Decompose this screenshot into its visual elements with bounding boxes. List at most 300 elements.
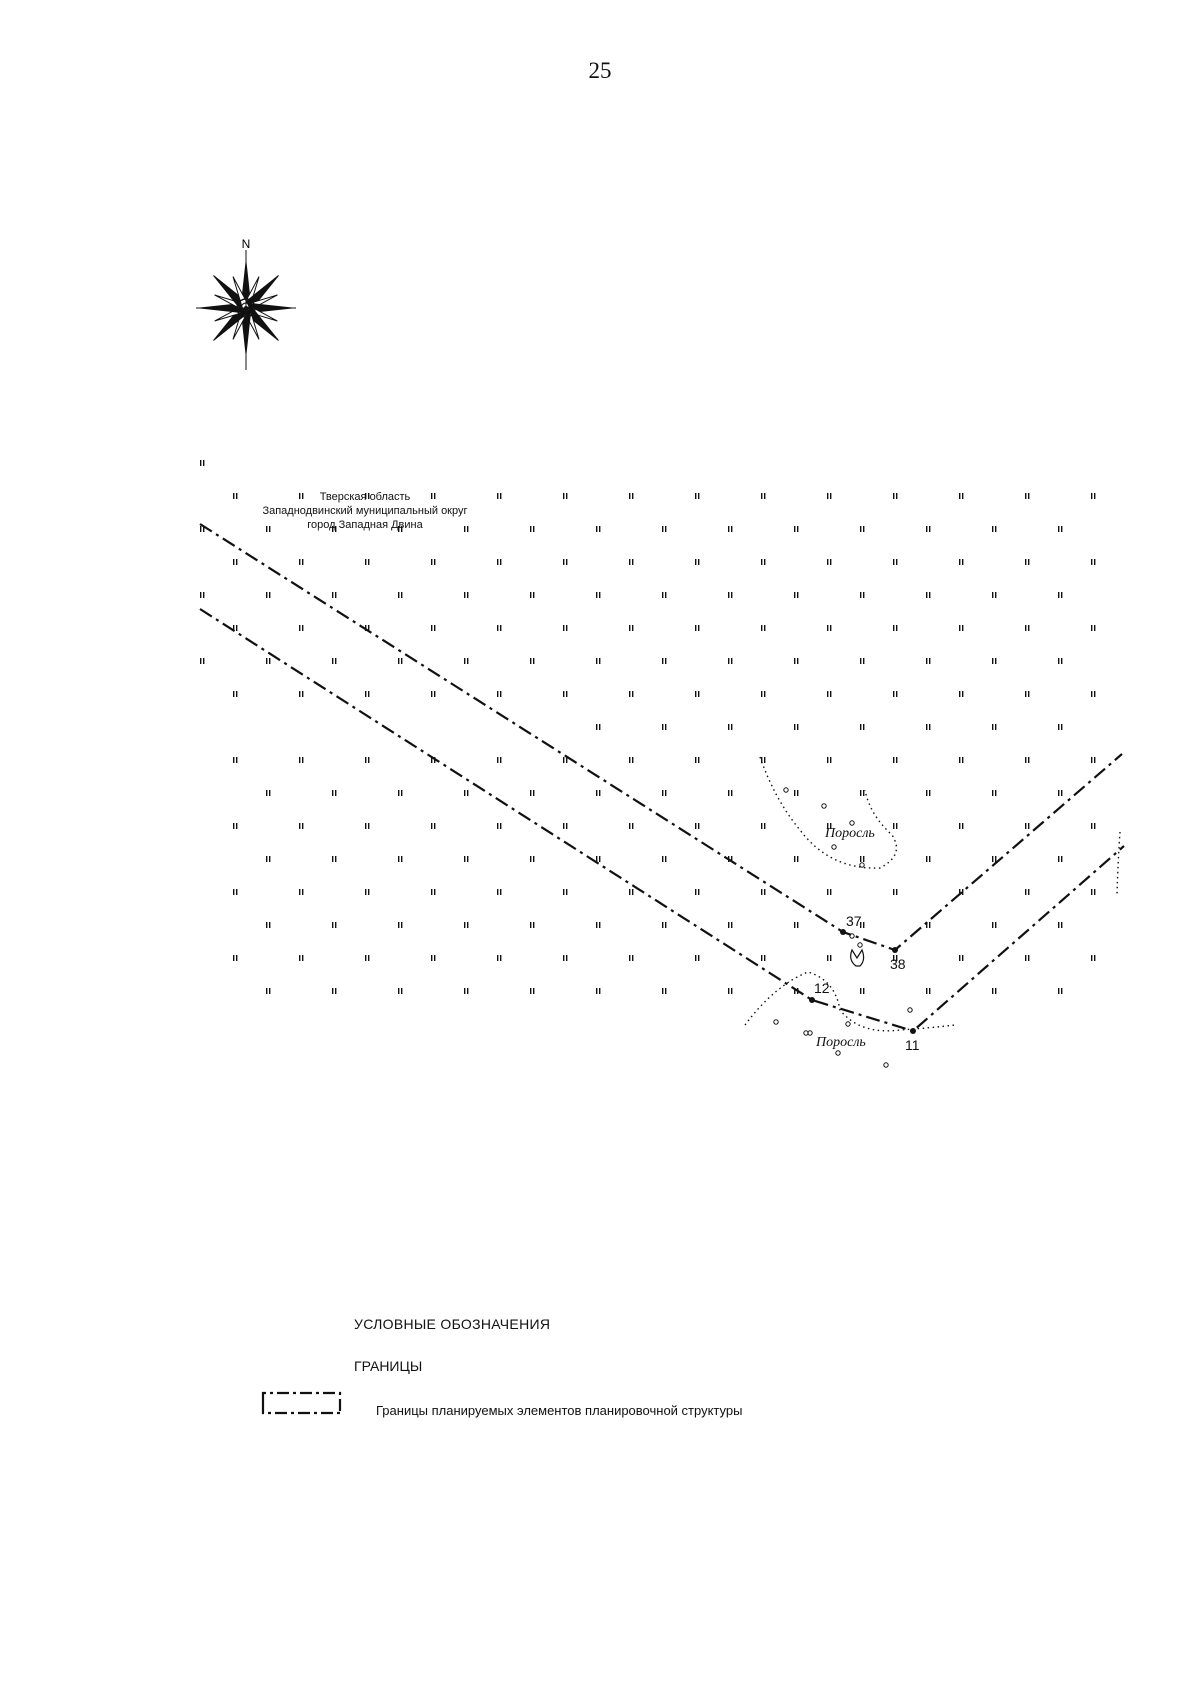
legend-item-label: Границы планируемых элементов планировочной структуры [376,1403,743,1418]
grass-mark [332,922,333,928]
grass-mark [863,856,864,862]
grass-mark [629,493,630,499]
grass-mark [599,790,600,796]
grass-mark [698,559,699,565]
grass-mark [1061,658,1062,664]
grass-mark [269,790,270,796]
grass-mark [467,922,468,928]
grass-mark [236,691,237,697]
grass-mark [794,856,795,862]
grass-mark [335,922,336,928]
page-number: 25 [588,58,612,83]
grass-mark [863,988,864,994]
grass-mark [995,988,996,994]
grass-mark [1025,559,1026,565]
grass-mark [827,625,828,631]
grass-mark [761,889,762,895]
grass-mark [797,922,798,928]
grass-mark [698,691,699,697]
grass-mark [860,658,861,664]
grass-mark [1094,691,1095,697]
grass-mark [596,724,597,730]
grass-mark [1061,592,1062,598]
grass-mark [302,691,303,697]
grass-mark [1028,493,1029,499]
grass-mark [797,856,798,862]
grass-mark [563,691,564,697]
grass-mark [500,889,501,895]
grass-mark [497,691,498,697]
grass-mark [632,625,633,631]
legend-subtitle: ГРАНИЦЫ [354,1358,423,1374]
grass-mark [797,658,798,664]
grass-mark [929,790,930,796]
grass-mark [764,955,765,961]
grass-mark [401,856,402,862]
grass-mark [266,658,267,664]
grass-mark [665,922,666,928]
grass-mark [236,559,237,565]
grass-mark [431,691,432,697]
grass-mark [893,493,894,499]
grass-mark [1025,889,1026,895]
grass-mark [497,559,498,565]
grass-mark [1025,493,1026,499]
grass-mark [863,592,864,598]
grass-mark [926,724,927,730]
grass-mark [731,790,732,796]
vegetation-outline [745,757,1120,1031]
vegetation-label-lower: Поросль [816,1035,866,1050]
grass-mark [203,460,204,466]
grass-mark [827,955,828,961]
grass-mark [629,757,630,763]
grass-mark [533,922,534,928]
grass-mark [797,592,798,598]
grass-mark [665,724,666,730]
region-label [250,490,480,532]
grass-mark [563,955,564,961]
grass-mark [464,856,465,862]
grass-mark [533,790,534,796]
grass-mark [500,493,501,499]
grass-mark [269,988,270,994]
grass-mark [299,889,300,895]
grass-mark [200,526,201,532]
grass-mark [695,757,696,763]
grass-mark [929,856,930,862]
grass-mark [398,988,399,994]
grass-mark [365,823,366,829]
grass-mark [695,625,696,631]
grass-mark [596,592,597,598]
grass-mark [794,526,795,532]
grass-mark [269,856,270,862]
grass-mark [764,757,765,763]
grass-mark [731,922,732,928]
grass-mark [992,922,993,928]
grass-mark [1094,757,1095,763]
grass-mark [1094,625,1095,631]
point-label-38: 38 [890,956,906,972]
grass-mark [893,823,894,829]
grass-mark [530,790,531,796]
grass-mark [962,955,963,961]
grass-mark [233,889,234,895]
grass-mark [266,592,267,598]
grass-mark [662,724,663,730]
grass-mark [236,493,237,499]
grass-mark [1091,889,1092,895]
grass-mark [431,823,432,829]
grass-mark [335,592,336,598]
grass-mark [959,757,960,763]
grass-mark [959,823,960,829]
grass-mark [1028,757,1029,763]
grass-mark [794,922,795,928]
grass-mark [368,889,369,895]
grass-mark [632,559,633,565]
grass-mark [401,592,402,598]
grass-mark [992,592,993,598]
grass-mark [401,658,402,664]
grass-mark [563,493,564,499]
grass-mark [695,823,696,829]
grass-mark [962,889,963,895]
grass-mark [434,889,435,895]
grass-mark [236,955,237,961]
grass-mark [629,559,630,565]
grass-mark [827,691,828,697]
grass-mark [335,658,336,664]
grass-mark [398,856,399,862]
grass-mark [995,922,996,928]
grass-mark [533,526,534,532]
grass-mark [368,955,369,961]
grass-mark [302,757,303,763]
grass-mark [365,757,366,763]
grass-mark [596,526,597,532]
grass-mark [599,724,600,730]
grass-mark [398,790,399,796]
grass-mark [1058,724,1059,730]
grass-mark [1058,922,1059,928]
grass-mark [896,493,897,499]
grass-mark [632,823,633,829]
grass-mark [236,823,237,829]
grass-mark [764,889,765,895]
grass-mark [860,526,861,532]
grass-mark [728,790,729,796]
grass-mark [368,823,369,829]
point-11 [910,1028,916,1034]
grass-mark [962,625,963,631]
grass-mark [827,757,828,763]
grass-mark [665,988,666,994]
point-38 [892,947,898,953]
grass-mark [860,988,861,994]
grass-mark [566,493,567,499]
grass-mark [959,559,960,565]
grass-mark [761,493,762,499]
grass-mark [266,922,267,928]
grass-mark [467,988,468,994]
grass-mark [434,823,435,829]
grass-mark [500,625,501,631]
grass-mark [893,625,894,631]
grass-mark [926,856,927,862]
grass-mark [500,559,501,565]
grass-mark [596,790,597,796]
point-label-11: 11 [905,1037,920,1053]
grass-mark [563,757,564,763]
grass-mark [665,658,666,664]
grass-mark [500,955,501,961]
region-label-line3: город Западная Двина [307,519,423,531]
grass-mark [1094,889,1095,895]
grass-mark [995,592,996,598]
grass-mark [365,889,366,895]
grass-mark [731,988,732,994]
compass-rose-icon [196,250,296,370]
grass-mark [860,724,861,730]
grass-mark [464,922,465,928]
grass-mark [665,790,666,796]
grass-mark [860,856,861,862]
grass-mark [995,658,996,664]
grass-mark [599,526,600,532]
grass-mark [797,790,798,796]
grass-mark [1094,559,1095,565]
grass-mark [863,724,864,730]
grass-mark [1091,757,1092,763]
grass-mark [269,592,270,598]
grass-mark [1094,493,1095,499]
grass-mark [563,823,564,829]
grass-mark [596,988,597,994]
grass-mark [929,922,930,928]
grass-mark [695,493,696,499]
grass-mark [233,493,234,499]
grass-mark [992,658,993,664]
grass-mark [929,658,930,664]
grass-mark [530,856,531,862]
region-label-line2: Западнодвинский муниципальный округ [262,505,468,517]
grass-mark [563,625,564,631]
grass-mark [497,493,498,499]
grass-mark [431,559,432,565]
grass-mark [893,889,894,895]
grass-mark [698,757,699,763]
grass-mark [269,658,270,664]
grass-mark [200,658,201,664]
grass-mark [368,559,369,565]
grass-mark [1058,592,1059,598]
grass-mark [1028,559,1029,565]
grass-mark [599,988,600,994]
grass-mark [929,592,930,598]
grass-mark [1058,856,1059,862]
grass-mark [335,988,336,994]
grass-mark [563,889,564,895]
grass-mark [203,592,204,598]
grass-symbols [200,460,1095,994]
grass-mark [368,691,369,697]
grass-mark [794,658,795,664]
grass-mark [698,889,699,895]
grass-mark [731,724,732,730]
grass-mark [1091,493,1092,499]
grass-mark [236,889,237,895]
grass-mark [632,757,633,763]
grass-mark [827,559,828,565]
grass-mark [794,790,795,796]
grass-mark [830,889,831,895]
point-12 [809,997,815,1003]
grass-mark [500,823,501,829]
grass-mark [566,955,567,961]
grass-mark [992,856,993,862]
grass-mark [302,889,303,895]
grass-mark [500,757,501,763]
grass-mark [431,955,432,961]
grass-mark [926,790,927,796]
grass-mark [236,625,237,631]
grass-mark [401,790,402,796]
grass-mark [434,625,435,631]
grass-mark [1025,691,1026,697]
grass-mark [566,625,567,631]
grass-mark [896,691,897,697]
grass-mark [497,889,498,895]
grass-mark [401,988,402,994]
grass-mark [764,493,765,499]
grass-mark [599,922,600,928]
grass-mark [728,658,729,664]
grass-mark [398,922,399,928]
grass-mark [596,922,597,928]
grass-mark [629,955,630,961]
grass-mark [200,460,201,466]
grass-mark [926,526,927,532]
grass-mark [530,988,531,994]
grass-mark [533,592,534,598]
grass-mark [665,592,666,598]
grass-mark [698,955,699,961]
grass-mark [236,757,237,763]
grass-mark [893,691,894,697]
grass-mark [929,988,930,994]
grass-mark [1091,955,1092,961]
grass-mark [992,724,993,730]
grass-mark [962,823,963,829]
grass-mark [464,592,465,598]
grass-mark [992,988,993,994]
grass-mark [629,691,630,697]
tree-symbol-icon [851,950,864,966]
grass-mark [302,625,303,631]
grass-mark [893,559,894,565]
grass-mark [995,724,996,730]
grass-mark [797,724,798,730]
grass-mark [764,823,765,829]
grass-mark [794,724,795,730]
grass-mark [728,592,729,598]
grass-mark [563,559,564,565]
grass-mark [233,955,234,961]
grass-mark [1025,955,1026,961]
grass-mark [761,559,762,565]
grass-mark [332,592,333,598]
grass-mark [992,526,993,532]
grass-mark [728,988,729,994]
grass-mark [662,526,663,532]
grass-mark [761,823,762,829]
grass-mark [530,526,531,532]
grass-mark [467,592,468,598]
grass-mark [926,658,927,664]
grass-mark [464,658,465,664]
grass-mark [434,955,435,961]
grass-mark [1025,625,1026,631]
grass-mark [566,691,567,697]
grass-mark [863,922,864,928]
grass-mark [860,592,861,598]
grass-mark [992,790,993,796]
grass-mark [962,691,963,697]
grass-mark [632,955,633,961]
grass-mark [233,757,234,763]
grass-mark [761,691,762,697]
grass-mark [830,955,831,961]
grass-mark [830,691,831,697]
grass-mark [1058,988,1059,994]
grass-mark [797,526,798,532]
planning-boundary [200,524,1124,1031]
grass-mark [896,757,897,763]
grass-mark [662,922,663,928]
grass-mark [464,790,465,796]
grass-mark [962,493,963,499]
grass-mark [1091,823,1092,829]
grass-mark [467,658,468,664]
grass-mark [1028,691,1029,697]
grass-mark [926,592,927,598]
grass-mark [665,856,666,862]
grass-mark [662,592,663,598]
grass-mark [497,955,498,961]
grass-mark [995,856,996,862]
grass-mark [896,823,897,829]
grass-mark [233,691,234,697]
grass-mark [365,559,366,565]
grass-mark [863,790,864,796]
grass-mark [299,757,300,763]
grass-mark [794,592,795,598]
dash-dot-boundary-icon [263,1393,340,1413]
grass-mark [434,559,435,565]
grass-mark [959,955,960,961]
grass-mark [302,559,303,565]
grass-mark [662,856,663,862]
grass-mark [929,724,930,730]
grass-mark [299,625,300,631]
grass-mark [233,823,234,829]
grass-mark [500,691,501,697]
grass-mark [533,988,534,994]
grass-mark [266,988,267,994]
point-37 [840,929,846,935]
